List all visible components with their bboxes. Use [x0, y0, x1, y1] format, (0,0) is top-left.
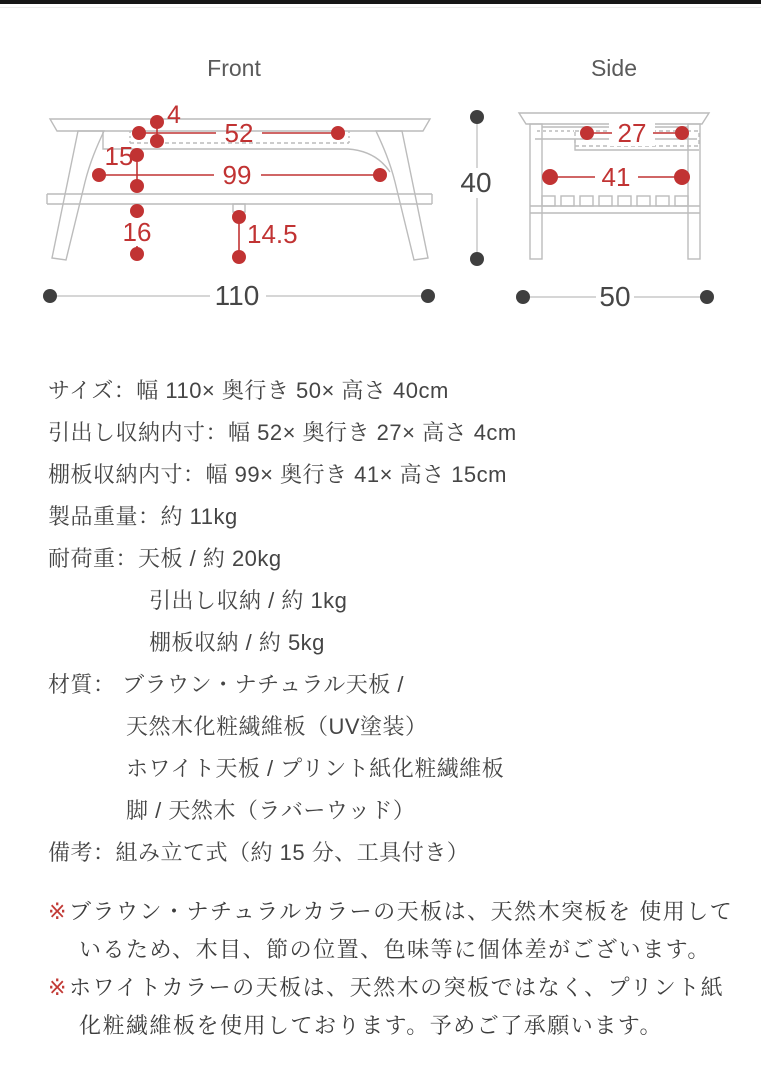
dim-shelf-inner-width: 99	[222, 160, 252, 190]
dim-leg-clearance: 14.5	[247, 219, 298, 249]
note-1-text-1: ブラウン・ナチュラルカラーの天板は、天然木突板を 使用して	[68, 899, 734, 924]
front-view-label: Front	[207, 55, 261, 81]
note-marker-icon: ※	[48, 899, 68, 924]
dim-overall-width: 110	[214, 280, 260, 311]
spec-line-shelf-inner: 棚板収納内寸：幅 99× 奥行き 41× 高さ 15cm	[48, 462, 507, 487]
spec-list	[48, 370, 728, 874]
note-2-text-1: ホワイトカラーの天板は、天然木の突板ではなく、プリント紙	[68, 975, 725, 1000]
spec-line-material-2: 天然木化粧繊維板（UV塗装）	[126, 714, 428, 739]
spec-line-material: 材質： ブラウン・ナチュラル天板 /	[48, 672, 405, 697]
spec-line-load-shelf: 棚板収納 / 約 5kg	[149, 630, 325, 655]
dimension-diagram	[0, 0, 761, 340]
dim-shelf-inner-depth: 41	[601, 162, 631, 192]
note-1-line-2: いるため、木目、節の位置、色味等に個体差がございます。	[79, 937, 711, 962]
red-dimension-lines	[92, 115, 690, 264]
dim-overall-height: 40	[460, 167, 492, 198]
dim-drawer-inner-depth: 27	[617, 118, 647, 148]
notes-block	[48, 893, 738, 1045]
note-2-line-1	[48, 969, 738, 1007]
note-1-line-1	[48, 893, 738, 931]
dim-drawer-inner-height: 4	[167, 101, 181, 129]
spec-line-material-legs: 脚 / 天然木（ラバーウッド）	[126, 798, 416, 823]
spec-line-material-3: ホワイト天板 / プリント紙化粧繊維板	[126, 756, 505, 781]
dim-drawer-inner-width: 52	[224, 118, 254, 148]
dim-overall-depth: 50	[599, 281, 631, 312]
dim-shelf-to-floor: 16	[122, 217, 152, 247]
spec-line-size: サイズ：幅 110× 奥行き 50× 高さ 40cm	[48, 378, 449, 403]
spec-line-drawer-inner: 引出し収納内寸：幅 52× 奥行き 27× 高さ 4cm	[48, 420, 517, 445]
dim-shelf-inner-height: 15	[104, 141, 134, 171]
spec-line-weight: 製品重量：約 11kg	[48, 504, 238, 529]
note-marker-icon: ※	[48, 975, 68, 1000]
spec-line-load-drawer: 引出し収納 / 約 1kg	[149, 588, 348, 613]
spec-line-remarks: 備考：組み立て式（約 15 分、工具付き）	[48, 840, 470, 865]
note-2-line-2: 化粧繊維板を使用しております。予めご了承願います。	[79, 1013, 663, 1038]
side-view-label: Side	[590, 55, 638, 81]
spec-line-load-top: 耐荷重：天板 / 約 20kg	[48, 546, 282, 571]
